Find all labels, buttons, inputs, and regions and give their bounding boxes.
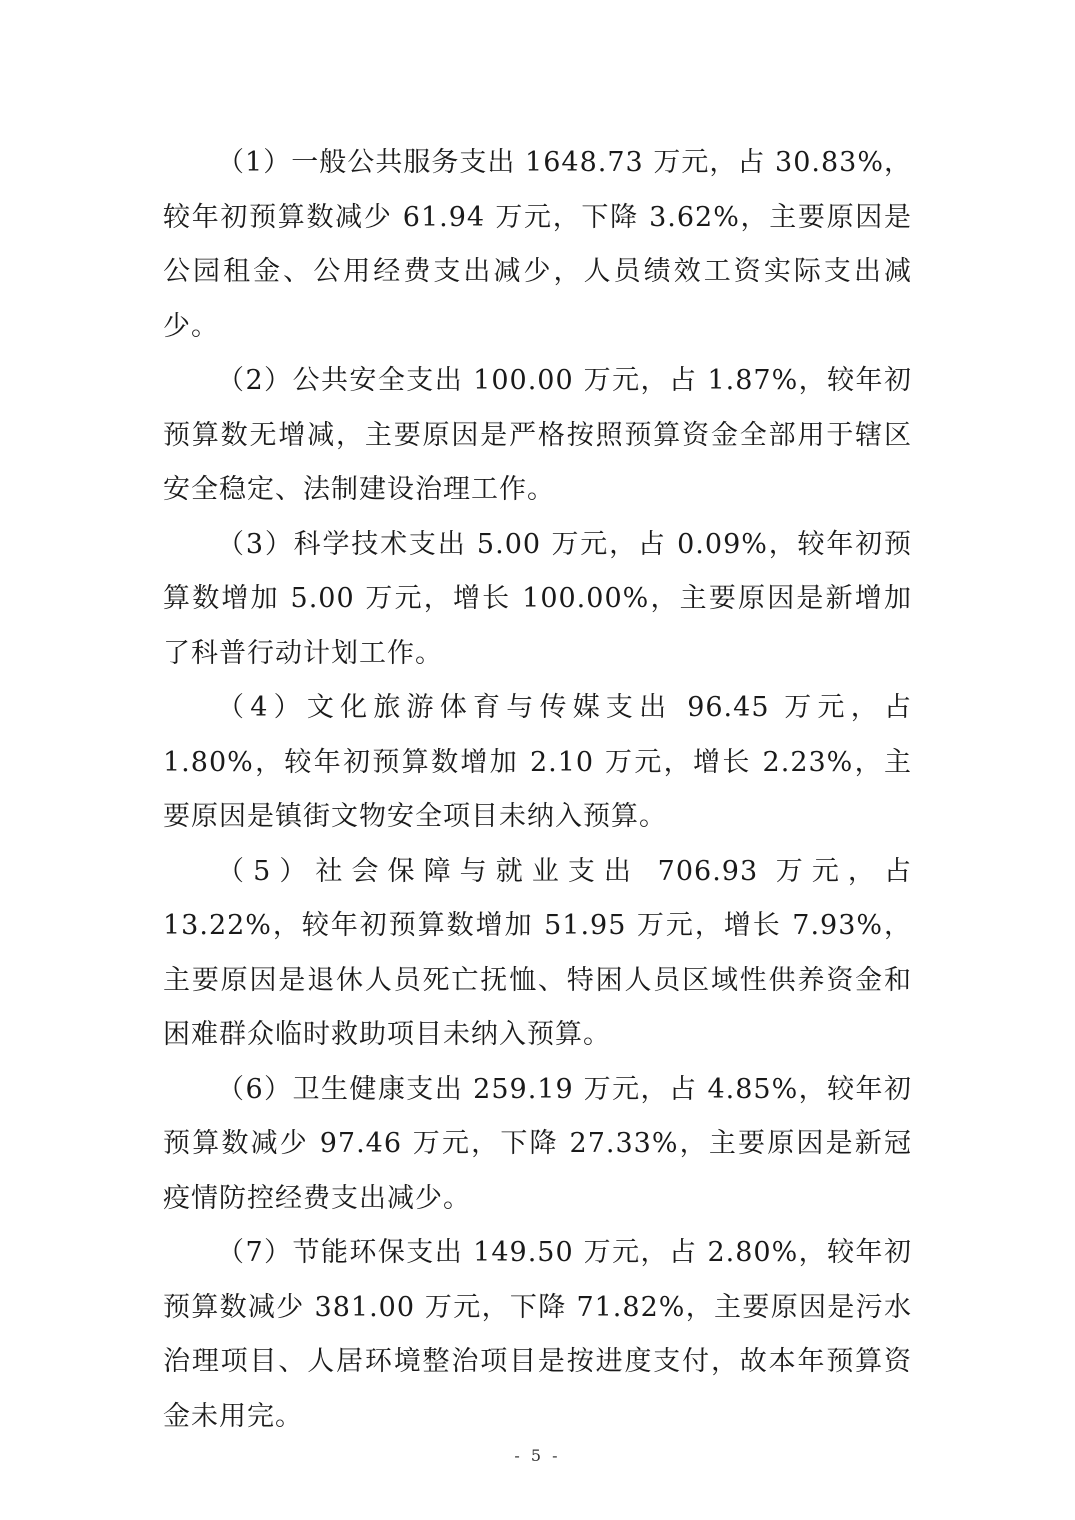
paragraph-general-public-services: （1）一般公共服务支出 1648.73 万元，占 30.83%，较年初预算数减少 61.94 万元，下降 3.62%，主要原因是公园租金、公用经费支出减少，人员绩效工资实际支出减少。 <box>163 147 912 342</box>
paragraph-public-security: （2）公共安全支出 100.00 万元，占 1.87%，较年初预算数无增减，主要原因是严格按照预算资金全部用于辖区安全稳定、法制建设治理工作。 <box>163 365 912 505</box>
document-body <box>163 136 912 1444</box>
paragraph-social-security-employment: （5）社会保障与就业支出 706.93 万元，占 13.22%，较年初预算数增加 51.95 万元，增长 7.93%，主要原因是退休人员死亡抚恤、特困人员区域性供养资金和困难群众临时救助项目未纳入预算。 <box>163 855 912 1050</box>
paragraph-health: （6）卫生健康支出 259.19 万元，占 4.85%，较年初预算数减少 97.46 万元，下降 27.33%，主要原因是新冠疫情防控经费支出减少。 <box>163 1073 912 1214</box>
paragraph-energy-environment: （7）节能环保支出 149.50 万元，占 2.80%，较年初预算数减少 381.00 万元，下降 71.82%，主要原因是污水治理项目、人居环境整治项目是按进度支付，故本年预算资金未用完。 <box>163 1237 912 1432</box>
page-number: - 5 - <box>514 1446 561 1465</box>
paragraph-culture-tourism-sports: （4）文化旅游体育与传媒支出 96.45 万元，占 1.80%，较年初预算数增加 2.10 万元，增长 2.23%，主要原因是镇街文物安全项目未纳入预算。 <box>163 692 912 832</box>
paragraph-science-technology: （3）科学技术支出 5.00 万元，占 0.09%，较年初预算数增加 5.00 万元，增长 100.00%，主要原因是新增加了科普行动计划工作。 <box>163 528 912 669</box>
